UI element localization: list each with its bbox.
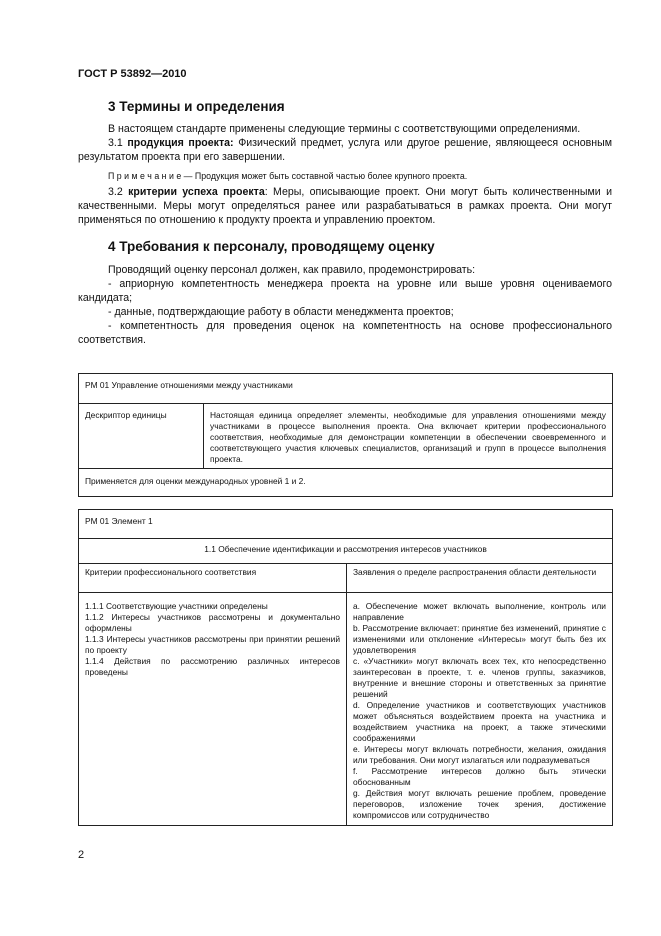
note-label: П р и м е ч а н и е [108,171,182,181]
element-title: PM 01 Элемент 1 [79,510,613,539]
statement: g. Действия могут включать решение проблем, проведение переговоров, изложение точек зрения, достижение компромиссов или сотрудничество [353,788,606,820]
statement: f. Рассмотрение интересов должно быть этически обоснованным [353,766,606,787]
criteria-header: Критерии профессионального соответствия [79,564,347,593]
element-subtitle: 1.1 Обеспечение идентификации и рассмотрения интересов участников [79,539,613,564]
section-3-intro: В настоящем стандарте применены следующие термины с соответствующими определениями. [108,123,581,135]
criterion: 1.1.1 Соответствующие участники определены [85,601,268,611]
term-name: продукция проекта: [127,137,234,149]
unit-table [78,373,613,497]
descriptor-label: Дескриптор единицы [79,404,204,469]
document-header: ГОСТ Р 53892—2010 [78,68,187,80]
statement: a. Обеспечение может включать выполнение, контроль или направление [353,601,606,622]
statement: d. Определение участников и соответствующих участников может объясняться воздействием проекта на участника и воздействием участника на проект, а также этическими соображениями [353,700,606,743]
term-3-1 [78,136,612,164]
section-4-title: 4 Требования к персоналу, проводящему оценку [108,239,435,254]
note [78,169,612,183]
list-item: - компетентность для проведения оценок на компетентность на основе профессионального соответствия. [78,320,612,346]
unit-title: PM 01 Управление отношениями между участниками [79,374,613,404]
criteria-list [79,593,347,826]
statement: e. Интересы могут включать потребности, желания, ожидания или требования. Они могут излагаться или подразумеваться [353,744,606,765]
note-text: — Продукция может быть составной частью более крупного проекта. [181,171,468,181]
section-4-intro: Проводящий оценку персонал должен, как правило, продемонстрировать: [108,264,476,276]
unit-footer: Применяется для оценки международных уровней 1 и 2. [79,469,613,497]
term-name: критерии успеха проекта [128,186,265,198]
term-definition: : Меры, описывающие проект. Они могут быть количественными и качественными. Меры могут определяться ранее или разрабатываться в рамках проекта. Они могут применяться по отношению к продукту проекта и управлению проектом. [78,186,612,226]
list-item: - априорную компетентность менеджера проекта на уровне или выше уровня оцениваемого кандидата; [78,278,612,304]
statement: c. «Участники» могут включать всех тех, кто непосредственно заинтересован в проекте, т. е. членов группы, заказчиков, внутренние и внешние стороны и ответственных за принятие решений [353,656,606,699]
criterion: 1.1.3 Интересы участников рассмотрены при принятии решений по проекту [85,634,340,655]
section-3-title: 3 Термины и определения [108,99,285,114]
criterion: 1.1.4 Действия по рассмотрению различных интересов проведены [85,656,340,677]
term-3-2 [78,185,612,227]
descriptor-text: Настоящая единица определяет элементы, необходимые для управления отношениями между участниками в процессе выполнения проекта. Она включает критерии профессионального соответствия, необходимые для демонстрации компетенции в обеспечении своевременного и соответствующего участия ключевых специалистов, организаций и групп в процессе выполнения проекта. [204,404,613,469]
statements-header: Заявления о пределе распространения области деятельности [347,564,613,593]
term-number: 3.2 [108,186,123,198]
criterion: 1.1.2 Интересы участников рассмотрены и документально оформлены [85,612,340,633]
statement: b. Рассмотрение включает: принятие без изменений, принятие с изменениями или отклонение «Интересы» могут быть без их удовлетворения [353,623,606,655]
list-item: - данные, подтверждающие работу в области менеджмента проектов; [108,306,454,318]
page-number: 2 [78,849,85,861]
statements-list [347,593,613,826]
term-number: 3.1 [108,137,123,149]
element-table [78,509,613,826]
term-definition: Физический предмет, услуга или другое решение, являющееся основным результатом проекта при его завершении. [78,137,612,163]
